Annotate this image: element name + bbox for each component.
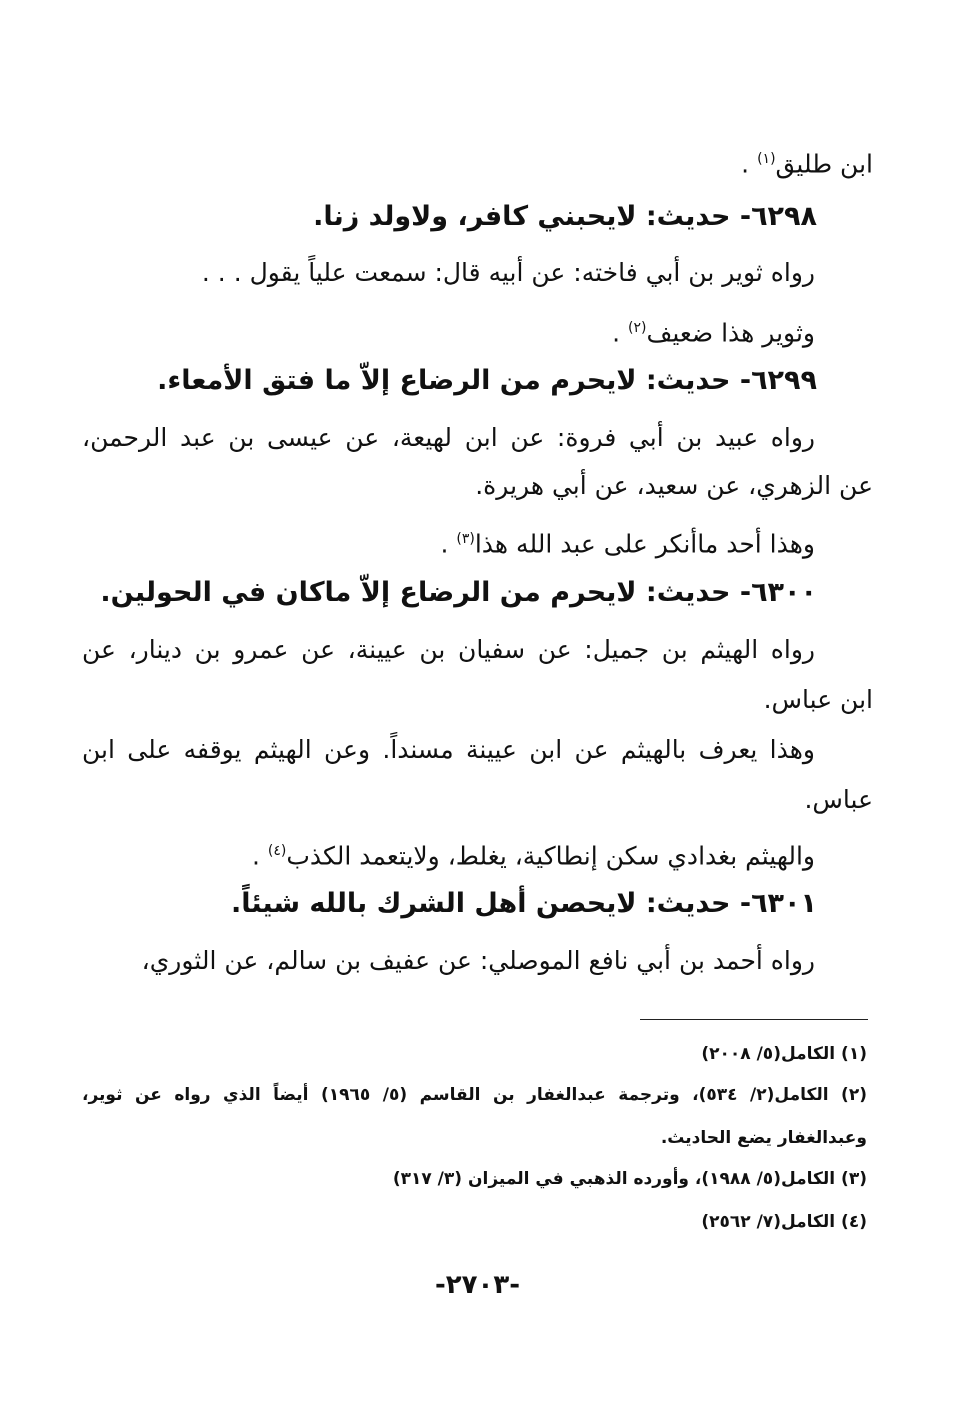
text-line: رواه عبيد بن أبي فروة: عن ابن لهيعة، عن عيسى بن عبد الرحمن،	[82, 423, 815, 452]
footnote-2-continued: وعبدالغفار يضع الحاديث.	[660, 1128, 867, 1148]
footnote-2: (٢) الكامل(٢/ ٥٣٤)، وترجمة عبدالغفار بن القاسم (٥/ ١٩٦٥) أيضاً الذي رواه عن ثوير،	[82, 1085, 867, 1105]
text-line: عن الزهري، عن سعيد، عن أبي هريرة.	[475, 471, 873, 500]
footnote-1: (١) الكامل(٥/ ٢٠٠٨)	[701, 1044, 867, 1064]
text-line: عباس.	[804, 785, 873, 814]
text-span: والهيثم بغدادي سكن إنطاكية، يغلط، ولايتعمد الكذب	[286, 841, 815, 871]
page-number: -٢٧٠٣-	[434, 1270, 521, 1300]
text-span: .	[440, 529, 457, 559]
footnote-ref: (٢)	[627, 320, 647, 336]
text-line	[741, 142, 873, 181]
footnote-ref: (٣)	[456, 531, 475, 547]
footnote-ref: (٤)	[267, 843, 287, 859]
text-line: رواه ثوير بن أبي فاخته: عن أبيه قال: سمعت علياً يقول . . .	[201, 258, 815, 287]
hadith-heading-6301: ٦٣٠١- حديث: لايحصن أهل الشرك بالله شيئاً.	[231, 888, 817, 919]
footnote-separator	[640, 1019, 868, 1020]
text-line	[612, 311, 815, 350]
text-span: .	[612, 318, 628, 348]
footnote-4: (٤) الكامل(٧/ ٢٥٦٢)	[701, 1212, 867, 1232]
text-line	[252, 834, 815, 873]
hadith-heading-6299: ٦٢٩٩- حديث: لايحرم من الرضاع إلاّ ما فتق الأمعاء.	[157, 365, 817, 396]
text-line: رواه الهيثم بن جميل: عن سفيان بن عيينة، عن عمرو بن دينار، عن	[82, 635, 815, 664]
text-line: رواه أحمد بن أبي نافع الموصلي: عن عفيف بن سالم، عن الثوري،	[141, 946, 815, 975]
hadith-heading-6298: ٦٢٩٨- حديث: لايحبني كافر، ولاولد زنا.	[313, 201, 817, 232]
text-span: وثوير هذا ضعيف	[646, 318, 815, 348]
text-span: ابن طليق	[775, 149, 873, 179]
hadith-heading-6300: ٦٣٠٠- حديث: لايحرم من الرضاع إلاّ ماكان في الحولين.	[100, 577, 817, 608]
text-span: .	[251, 841, 268, 871]
footnote-ref: (١)	[757, 151, 776, 167]
text-line	[440, 522, 815, 561]
text-span: وهذا أحد ماأنكر على عبد الله هذا	[474, 529, 815, 559]
text-span: .	[741, 149, 758, 179]
text-line: ابن عباس.	[763, 685, 873, 714]
footnote-3: (٣) الكامل(٥/ ١٩٨٨)، وأورده الذهبي في الميزان (٣/ ٣١٧)	[392, 1169, 867, 1189]
text-line: وهذا يعرف بالهيثم عن ابن عيينة مسنداً. وعن الهيثم يوقفه على ابن	[82, 735, 815, 764]
